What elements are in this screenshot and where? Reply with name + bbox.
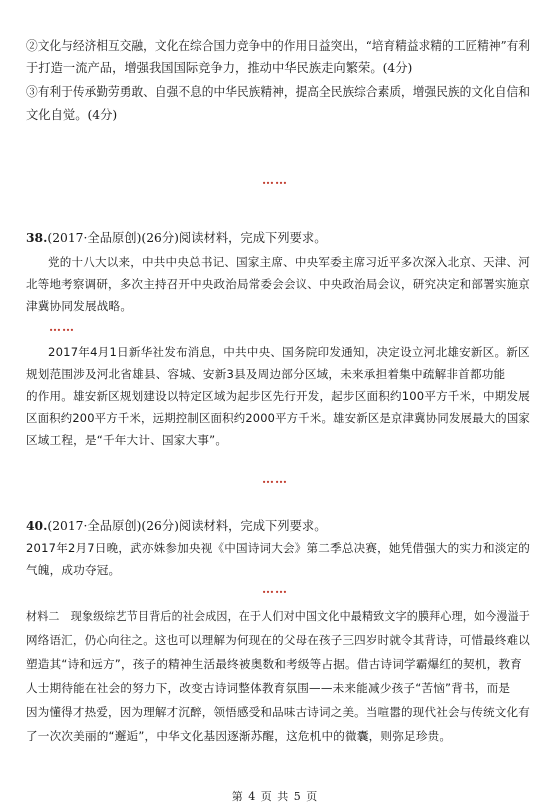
material-2-line-6: 了一次次美丽的“邂逅”，中华文化基因逐渐苏醒，这危机中的微囊，则弥足珍贵。 [26, 729, 452, 743]
answer-line-3: ③有利于传承勤劳勇敢、自强不息的中华民族精神，提高全民族综合素质，增强民族的文化自信和 [26, 85, 530, 99]
material-2-line-1: 材料二 现象级综艺节目背后的社会成因，在于人们对中国文化中最精致文字的膜拜心理，如今漫溢于 [26, 609, 530, 623]
question-38-header [26, 230, 327, 246]
material-2-line-3: 塑造其“诗和远方”，孩子的精神生活最终被奥数和考级等占据。借古诗词学霸爆红的契机，教育 [26, 657, 522, 671]
material-2-line-2: 网络语汇，仍心向往之。这也可以理解为何现在的父母在孩子三四岁时就令其背诗，可惜最终难以 [26, 633, 530, 647]
answer-line-1: ②文化与经济相互交融，文化在综合国力竞争中的作用日益突出，“培育精益求精的工匠精神”有利 [26, 39, 531, 53]
material-2-line-5: 因为懂得才热爱，因为理解才沉醉，领悟感受和品味古诗词之美。当喧嚣的现代社会与传统文化有 [26, 705, 530, 719]
answer-line-2: 于打造一流产品，增强我国国际竞争力，推动中华民族走向繁荣。(4分) [26, 61, 413, 75]
material-2-line-4: 人士期待能在社会的努力下，改变古诗词整体教育氛围——未来能减少孩子“苦恼”背书，而是 [26, 681, 511, 695]
q40-para1-line-2: 气魄，成功夺冠。 [26, 563, 121, 577]
question-number: 38. [26, 230, 48, 245]
omission-mark: …… [262, 173, 288, 187]
question-header-text: (2017·全品原创)(26分)阅读材料，完成下列要求。 [47, 519, 327, 533]
page-footer: 第 4 页 共 5 页 [231, 790, 319, 803]
omission-mark: …… [49, 320, 75, 334]
question-number: 40. [26, 518, 48, 533]
answer-line-4: 文化自觉。(4分) [26, 108, 118, 122]
q38-para2-line-1: 2017年4月1日新华社发布消息，中共中央、国务院印发通知，决定设立河北雄安新区。新区 [48, 345, 530, 359]
question-header-text: (2017·全品原创)(26分)阅读材料，完成下列要求。 [47, 231, 327, 245]
q38-para1-line-3: 津冀协同发展战略。 [26, 299, 133, 313]
q38-para1-line-1: 党的十八大以来，中共中央总书记、国家主席、中央军委主席习近平多次深入北京、天津、河 [48, 255, 530, 269]
q40-para1-line-1: 2017年2月7日晚，武亦姝参加央视《中国诗词大会》第二季总决赛，她凭借强大的实力和淡定的 [26, 541, 531, 555]
omission-mark: …… [262, 472, 288, 486]
omission-mark: …… [262, 582, 288, 596]
question-40-header [26, 518, 327, 534]
q38-para2-line-5: 区域工程，是“千年大计、国家大事”。 [26, 433, 228, 447]
q38-para2-line-4: 区面积约200平方千米，远期控制区面积约2000平方千米。雄安新区是京津冀协同发展最大的国家 [26, 411, 531, 425]
q38-para2-line-3: 的作用。雄安新区规划建设以特定区域为起步区先行开发，起步区面积约100平方千米，中期发展 [26, 389, 531, 403]
q38-para2-line-2: 规划范围涉及河北省雄县、容城、安新3县及周边部分区域，未来承担着集中疏解非首都功能 [26, 367, 506, 381]
q38-para1-line-2: 北等地考察调研，多次主持召开中央政治局常委会会议、中央政治局会议，研究决定和部署实施京 [26, 277, 530, 291]
